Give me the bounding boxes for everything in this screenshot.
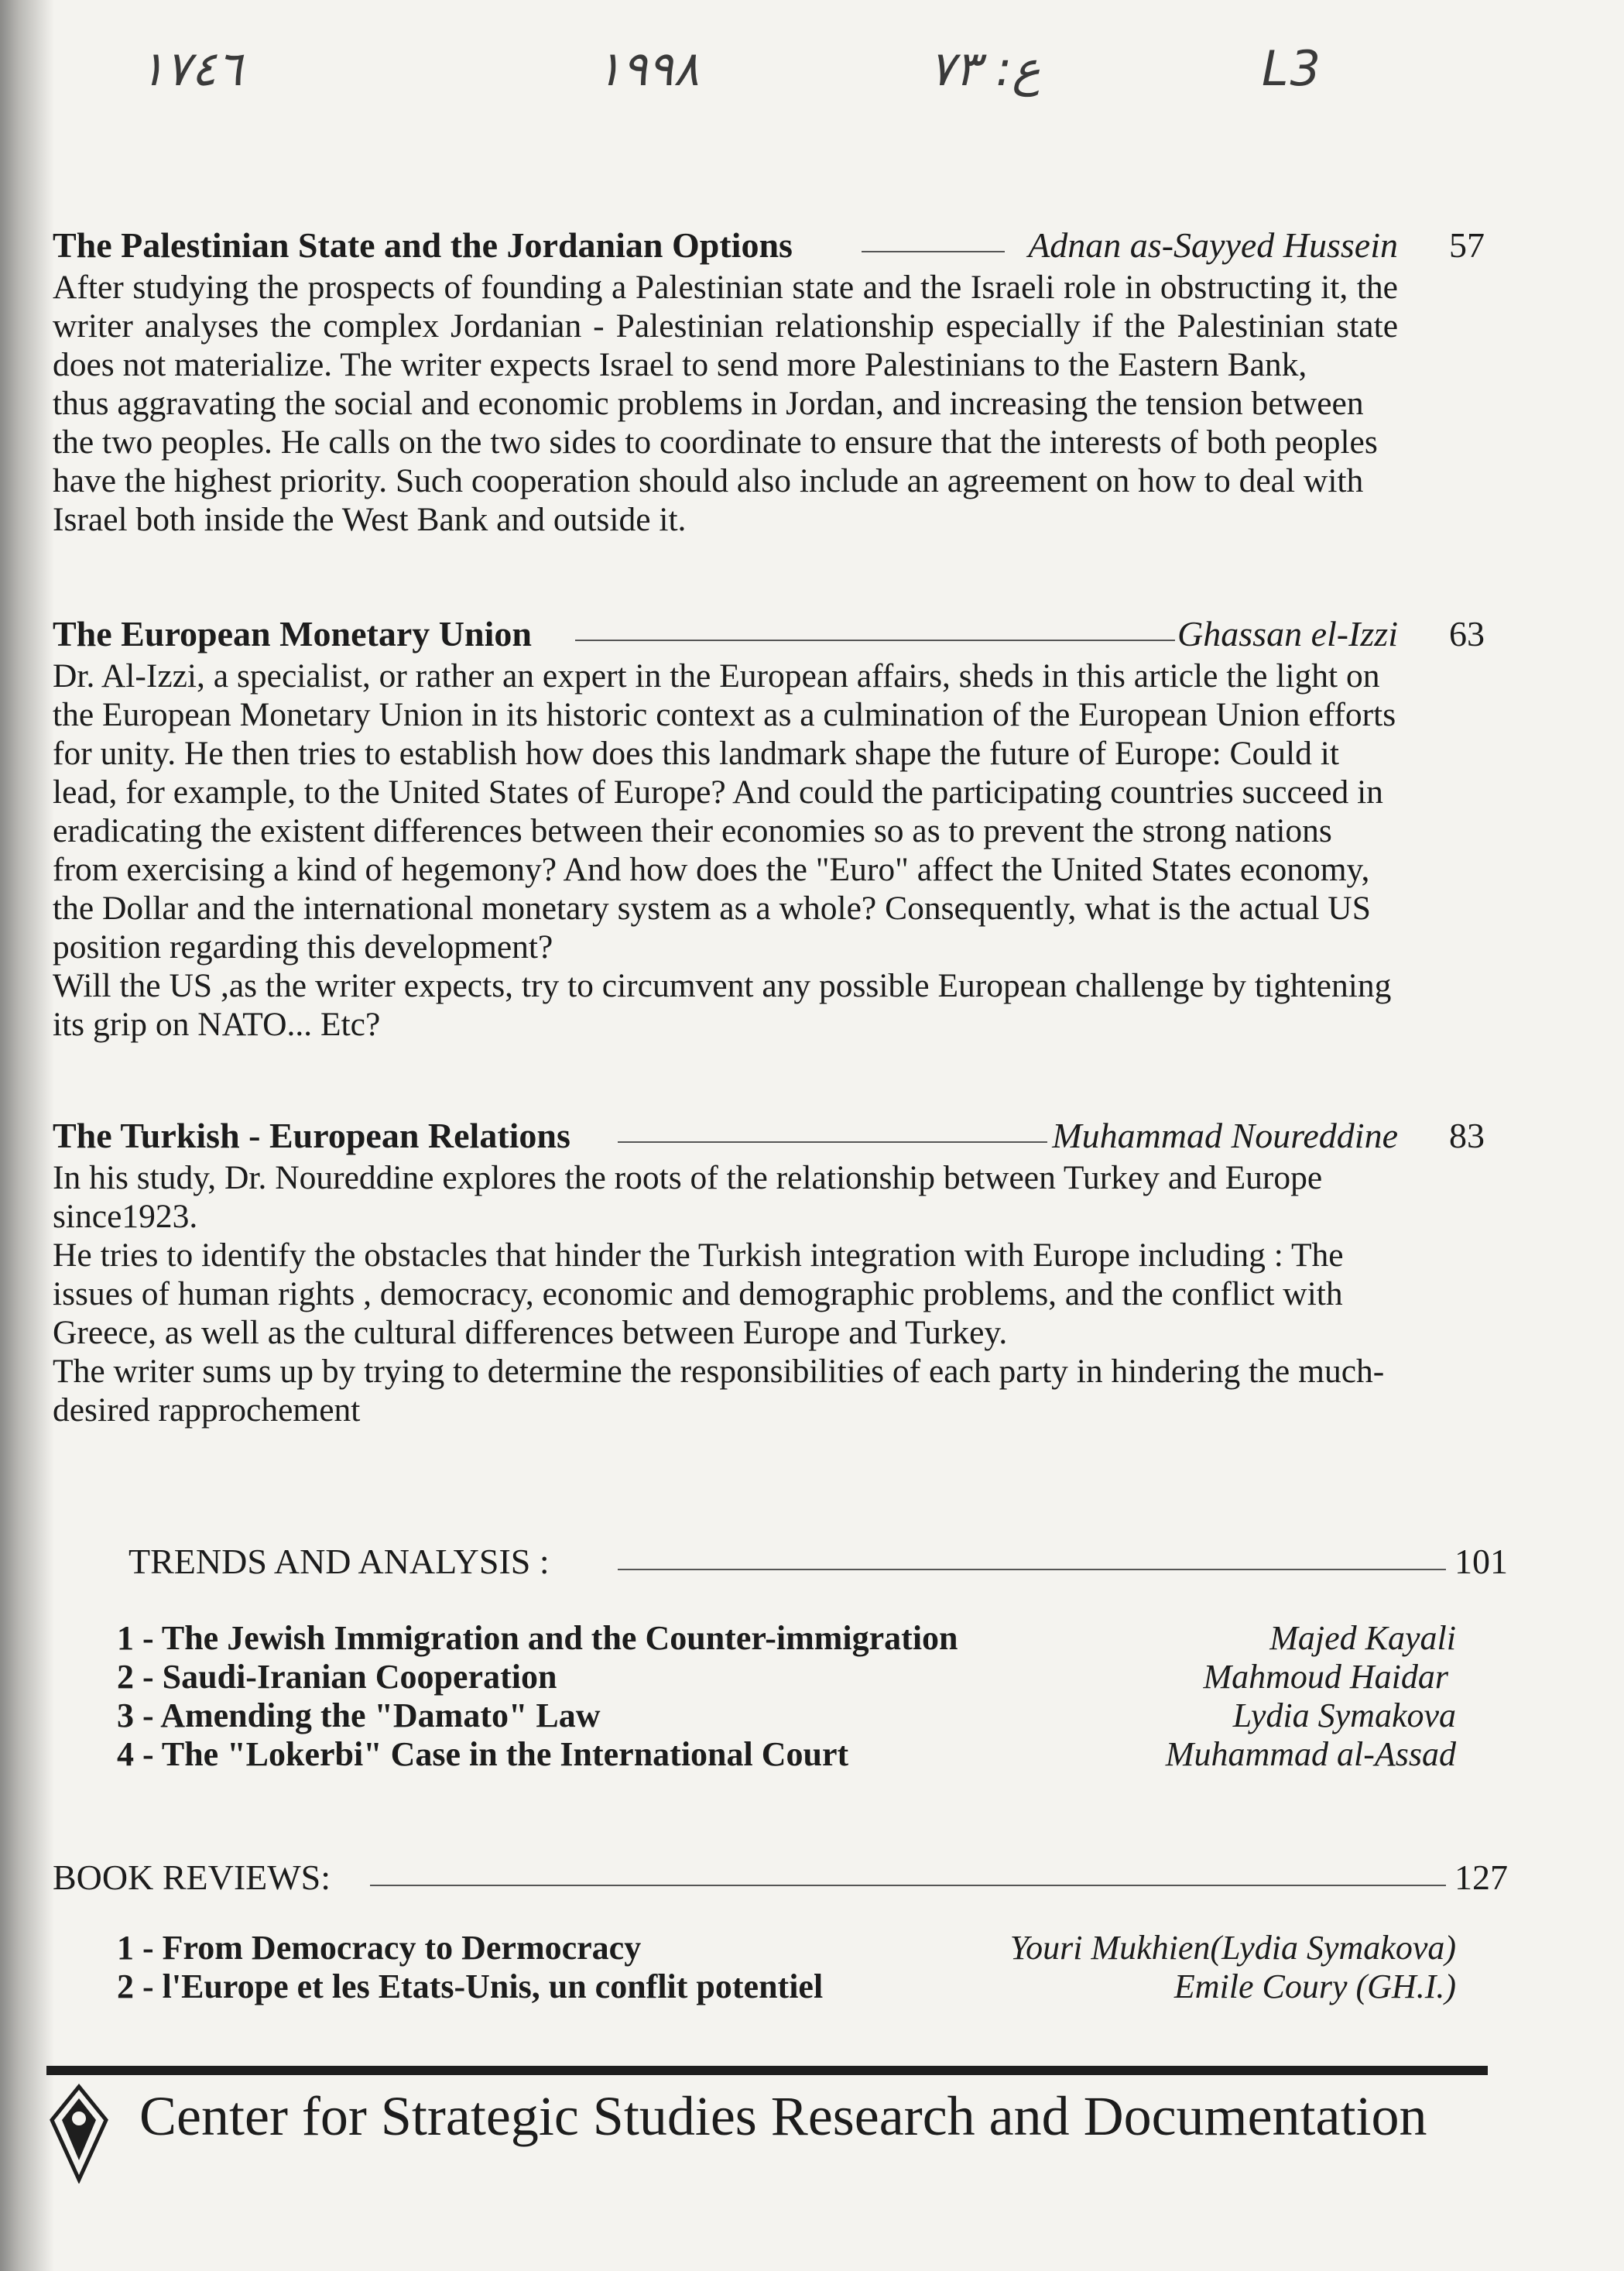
section-heading xyxy=(53,1541,1508,1587)
list-item xyxy=(117,1618,1456,1657)
article-european-monetary-union xyxy=(53,613,1485,1044)
article-palestinian-state xyxy=(53,225,1485,539)
footer-rule xyxy=(46,2066,1488,2075)
leader-line xyxy=(618,1141,1047,1143)
item-author: Youri Mukhien(Lydia Symakova) xyxy=(1009,1929,1456,1967)
item-title: 2 - l'Europe et les Etats-Unis, un conflit potentiel xyxy=(117,1967,824,2005)
list-item xyxy=(117,1734,1456,1773)
item-author: Mahmoud Haidar xyxy=(1203,1658,1448,1696)
article-paragraph: Dr. Al-Izzi, a specialist, or rather an expert in the European affairs, sheds in this article the light on the European Monetary Union in its historic context as a culmination of the European Union efforts for unity. He then tries to establish how does this landmark shape the future of Europe: Could it lead, for example, to the United States of Europe? And could the participating countries succeed in eradicating the existent differences between their economies so as to prevent the strong nations from exercising a kind of hegemony? And how does the "Euro" affect the United States economy, the Dollar and the international monetary system as a whole? Consequently, what is the actual US position regarding this development? xyxy=(53,657,1396,966)
handwritten-note: ١٩٩٨ xyxy=(596,40,700,97)
center-logo-icon xyxy=(48,2083,110,2184)
article-paragraph: Will the US ,as the writer expects, try to circumvent any possible European challenge by tightening its grip on NATO... Etc? xyxy=(53,967,1392,1043)
trends-and-analysis-section xyxy=(53,1541,1508,1773)
item-title: 1 - From Democracy to Dermocracy xyxy=(117,1929,642,1967)
article-author: Ghassan el-Izzi xyxy=(1177,614,1398,654)
article-title: The Palestinian State and the Jordanian Options xyxy=(53,225,793,265)
leader-line xyxy=(618,1569,1446,1570)
leader-line xyxy=(370,1885,1446,1886)
item-title: 2 - Saudi-Iranian Cooperation xyxy=(117,1658,557,1696)
leader-line xyxy=(575,640,1175,641)
item-author: Emile Coury (GH.I.) xyxy=(1173,1967,1456,2005)
page-binding-shadow xyxy=(0,0,54,2271)
article-body xyxy=(53,657,1485,1044)
handwritten-note: ع: ٧٣ xyxy=(929,40,1041,97)
section-items xyxy=(117,1928,1456,2005)
item-title: 1 - The Jewish Immigration and the Counter-immigration xyxy=(117,1619,958,1657)
section-title: TRENDS AND ANALYSIS : xyxy=(128,1542,550,1581)
item-title: 3 - Amending the "Damato" Law xyxy=(117,1696,601,1734)
article-heading xyxy=(53,1115,1485,1158)
book-reviews-section xyxy=(53,1857,1508,2005)
article-turkish-european-relations xyxy=(53,1115,1485,1429)
article-author: Muhammad Noureddine xyxy=(1052,1116,1398,1155)
article-paragraph: He tries to identify the obstacles that hinder the Turkish integration with Europe including : The issues of human rights , democracy, economic and demographic problems, and the conflict with Greece, as well as the cultural differences between Europe and Turkey. xyxy=(53,1237,1344,1351)
handwritten-note: ١٧٤٦ xyxy=(139,40,243,97)
section-heading xyxy=(53,1857,1508,1903)
leader-line xyxy=(862,251,1005,252)
article-author: Adnan as-Sayyed Hussein xyxy=(1028,225,1398,265)
section-title: BOOK REVIEWS: xyxy=(53,1858,331,1897)
article-paragraph: In his study, Dr. Noureddine explores the roots of the relationship between Turkey and Europe since1923. xyxy=(53,1159,1323,1235)
item-title: 4 - The "Lokerbi" Case in the International Court xyxy=(117,1735,849,1773)
section-page-number: 101 xyxy=(1454,1542,1508,1581)
handwritten-notes xyxy=(139,40,1455,125)
section-page-number: 127 xyxy=(1454,1858,1508,1897)
article-paragraph: After studying the prospects of founding a Palestinian state and the Israeli role in obstructing it, the writer analyses the complex Jordanian - Palestinian relationship especially if the Palestinian state does not materialize. The writer expects Israel to send more Palestinians to the Eastern Bank, xyxy=(53,269,1398,383)
list-item xyxy=(117,1967,1456,2005)
article-page-number: 63 xyxy=(1449,614,1485,654)
item-author: Majed Kayali xyxy=(1269,1619,1456,1657)
article-title: The Turkish - European Relations xyxy=(53,1116,570,1155)
article-body xyxy=(53,268,1485,539)
handwritten-note: L3 xyxy=(1262,40,1322,97)
article-paragraph: The writer sums up by trying to determine the responsibilities of each party in hindering the much-desired rapprochement xyxy=(53,1353,1385,1429)
list-item xyxy=(117,1657,1456,1696)
article-heading xyxy=(53,613,1485,657)
item-author: Muhammad al-Assad xyxy=(1165,1735,1456,1773)
article-heading xyxy=(53,225,1485,268)
article-page-number: 57 xyxy=(1449,225,1485,265)
list-item xyxy=(117,1928,1456,1967)
article-body xyxy=(53,1158,1485,1429)
footer-organization-name: Center for Strategic Studies Research and Documentation xyxy=(139,2085,1427,2147)
item-author: Lydia Symakova xyxy=(1232,1696,1456,1734)
article-title: The European Monetary Union xyxy=(53,614,532,654)
section-items xyxy=(117,1618,1456,1773)
list-item xyxy=(117,1696,1456,1734)
article-page-number: 83 xyxy=(1449,1116,1485,1155)
article-paragraph: thus aggravating the social and economic problems in Jordan, and increasing the tension between the two peoples. He calls on the two sides to coordinate to ensure that the interests of both peoples have the highest priority. Such cooperation should also include an agreement on how to deal with Israel both inside the West Bank and outside it. xyxy=(53,385,1378,538)
